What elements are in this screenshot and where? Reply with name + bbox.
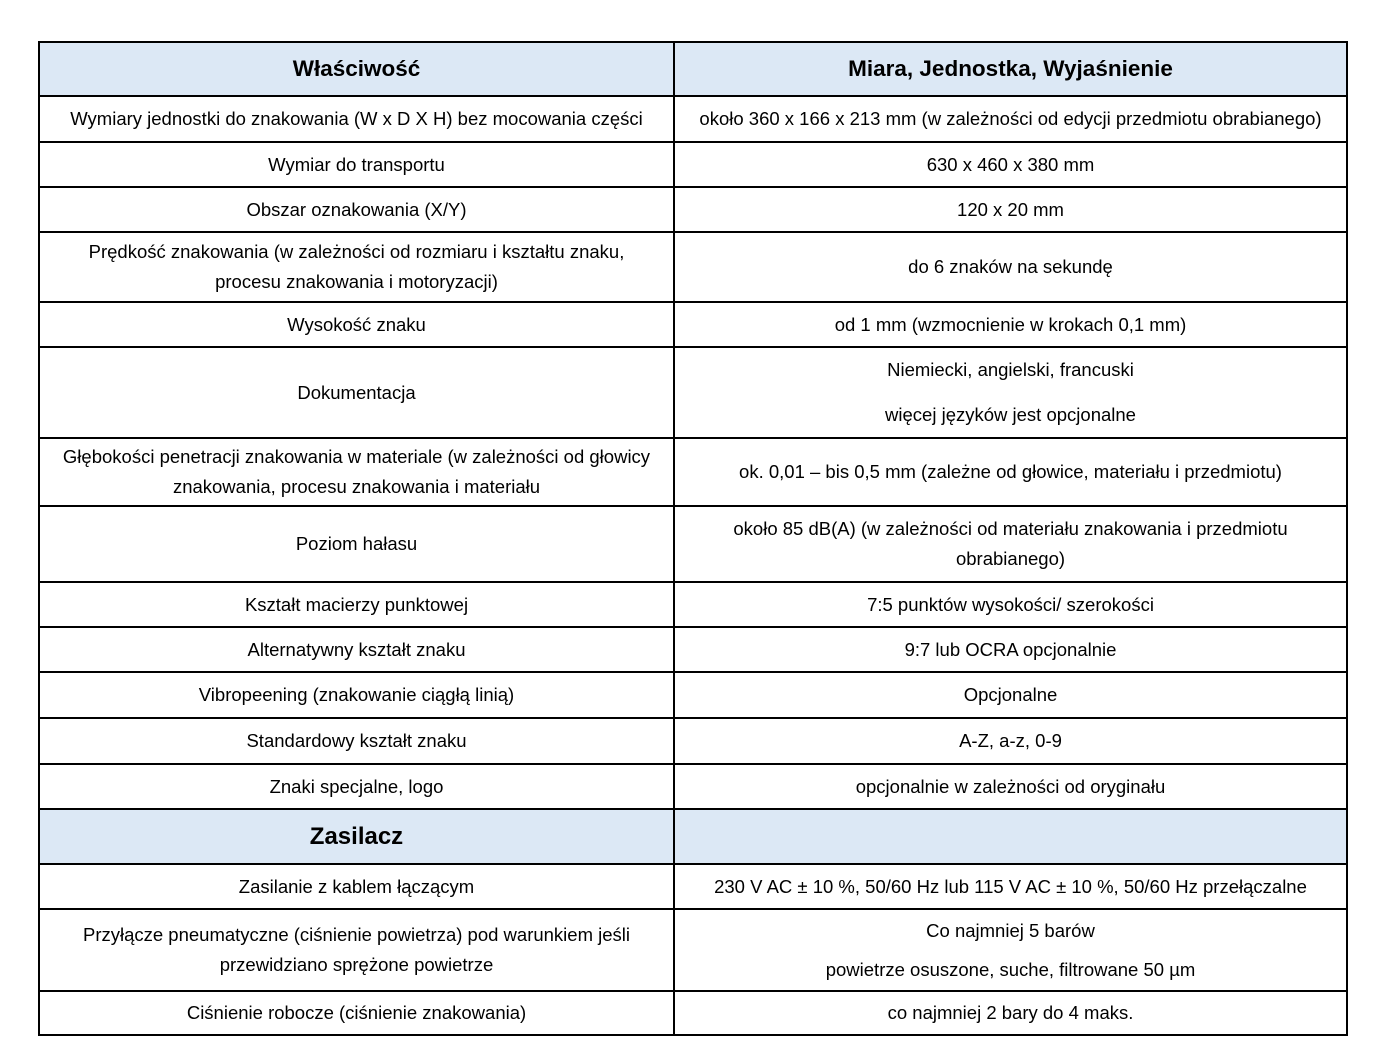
section-header-row: [39, 809, 1347, 864]
property-cell: [39, 718, 674, 764]
value-text: A-Z, a-z, 0-9: [959, 730, 1062, 751]
property-cell: [39, 347, 674, 438]
value-cell: [674, 991, 1347, 1035]
table-row: [39, 347, 1347, 438]
property-cell: [39, 672, 674, 718]
value-text: od 1 mm (wzmocnienie w krokach 0,1 mm): [834, 313, 1187, 335]
property-text: Wymiar do transportu: [268, 153, 445, 175]
value-text: Co najmniej 5 barów: [926, 919, 1095, 941]
value-cell: [674, 718, 1347, 764]
value-text: 9:7 lub OCRA opcjonalnie: [904, 638, 1117, 660]
property-cell: [39, 187, 674, 232]
value-text: co najmniej 2 bary do 4 maks.: [887, 1002, 1134, 1023]
table-row: [39, 718, 1347, 764]
value-cell: [674, 582, 1347, 627]
table-row: [39, 672, 1347, 718]
table-row: [39, 864, 1347, 909]
table-row: [39, 142, 1347, 187]
specification-table: [38, 41, 1348, 1036]
section-title: Zasilacz: [39, 809, 674, 864]
table-row: [39, 909, 1347, 991]
table-row: [39, 187, 1347, 232]
property-cell: [39, 909, 674, 991]
property-text: Przyłącze pneumatyczne (ciśnienie powietrza) pod warunkiem jeśli: [82, 924, 630, 945]
property-cell: [39, 438, 674, 506]
table-row: [39, 627, 1347, 672]
value-text: powietrze osuszone, suche, filtrowane 50 µm: [825, 958, 1196, 980]
value-text: 120 x 20 mm: [957, 198, 1064, 220]
value-text: Niemiecki, angielski, francuski: [887, 359, 1134, 380]
value-cell: [674, 627, 1347, 672]
value-cell: [674, 142, 1347, 187]
property-text: Głębokości penetracji znakowania w materiale (w zależności od głowicy: [62, 446, 651, 467]
table-row: [39, 438, 1347, 506]
table-row: [39, 582, 1347, 627]
value-text: 630 x 460 x 380 mm: [926, 153, 1095, 175]
header-property: Właściwość: [39, 42, 674, 96]
table-row: [39, 764, 1347, 809]
property-text: Obszar oznakowania (X/Y): [246, 198, 467, 220]
property-cell: [39, 232, 674, 302]
property-text: Standardowy kształt znaku: [246, 730, 467, 751]
value-cell: [674, 764, 1347, 809]
value-text: Opcjonalne: [963, 684, 1058, 705]
value-text: do 6 znaków na sekundę: [908, 256, 1113, 277]
property-text: przewidziano sprężone powietrze: [219, 954, 494, 975]
table-header-row: [39, 42, 1347, 96]
value-cell: [674, 506, 1347, 582]
property-cell: [39, 764, 674, 809]
property-text: Zasilanie z kablem łączącym: [238, 875, 475, 897]
property-cell: [39, 506, 674, 582]
value-text: opcjonalnie w zależności od oryginału: [855, 775, 1166, 797]
section-title-empty: [674, 809, 1347, 864]
value-text: ok. 0,01 – bis 0,5 mm (zależne od głowice, materiału i przedmiotu): [739, 461, 1282, 482]
value-text: 7:5 punktów wysokości/ szerokości: [867, 593, 1154, 615]
table-row: [39, 96, 1347, 142]
property-cell: [39, 302, 674, 347]
table-row: [39, 302, 1347, 347]
property-cell: [39, 627, 674, 672]
property-text: Prędkość znakowania (w zależności od rozmiaru i kształtu znaku,: [88, 241, 625, 262]
property-text: procesu znakowania i motoryzacji): [215, 271, 498, 292]
value-text: około 360 x 166 x 213 mm (w zależności od edycji przedmiotu obrabianego): [699, 108, 1322, 129]
value-cell: [674, 302, 1347, 347]
value-cell: [674, 187, 1347, 232]
value-cell: [674, 232, 1347, 302]
property-cell: [39, 991, 674, 1035]
table-row: [39, 506, 1347, 582]
property-text: Znaki specjalne, logo: [269, 775, 444, 797]
property-text: Poziom hałasu: [295, 533, 418, 554]
property-text: Dokumentacja: [297, 381, 416, 403]
value-text: 230 V AC ± 10 %, 50/60 Hz lub 115 V AC ± 10 %, 50/60 Hz przełączalne: [714, 875, 1307, 897]
property-text: znakowania, procesu znakowania i materiału: [172, 476, 541, 497]
property-text: Alternatywny kształt znaku: [247, 638, 466, 660]
value-cell: [674, 864, 1347, 909]
property-text: Kształt macierzy punktowej: [244, 593, 469, 615]
property-text: Vibropeening (znakowanie ciągłą linią): [198, 684, 515, 705]
value-text: obrabianego): [955, 548, 1066, 569]
property-text: Wymiary jednostki do znakowania (W x D X H) bez mocowania części: [70, 108, 643, 129]
property-cell: [39, 864, 674, 909]
value-cell: [674, 909, 1347, 991]
property-cell: [39, 96, 674, 142]
value-text: więcej języków jest opcjonalne: [885, 404, 1136, 425]
property-cell: [39, 582, 674, 627]
value-cell: [674, 347, 1347, 438]
value-cell: [674, 96, 1347, 142]
value-text: około 85 dB(A) (w zależności od materiału znakowania i przedmiotu: [733, 518, 1288, 539]
property-text: Wysokość znaku: [287, 313, 426, 335]
value-cell: [674, 438, 1347, 506]
property-text: Ciśnienie robocze (ciśnienie znakowania): [186, 1002, 527, 1023]
table-row: [39, 991, 1347, 1035]
header-value: Miara, Jednostka, Wyjaśnienie: [674, 42, 1347, 96]
table-row: [39, 232, 1347, 302]
value-cell: [674, 672, 1347, 718]
property-cell: [39, 142, 674, 187]
